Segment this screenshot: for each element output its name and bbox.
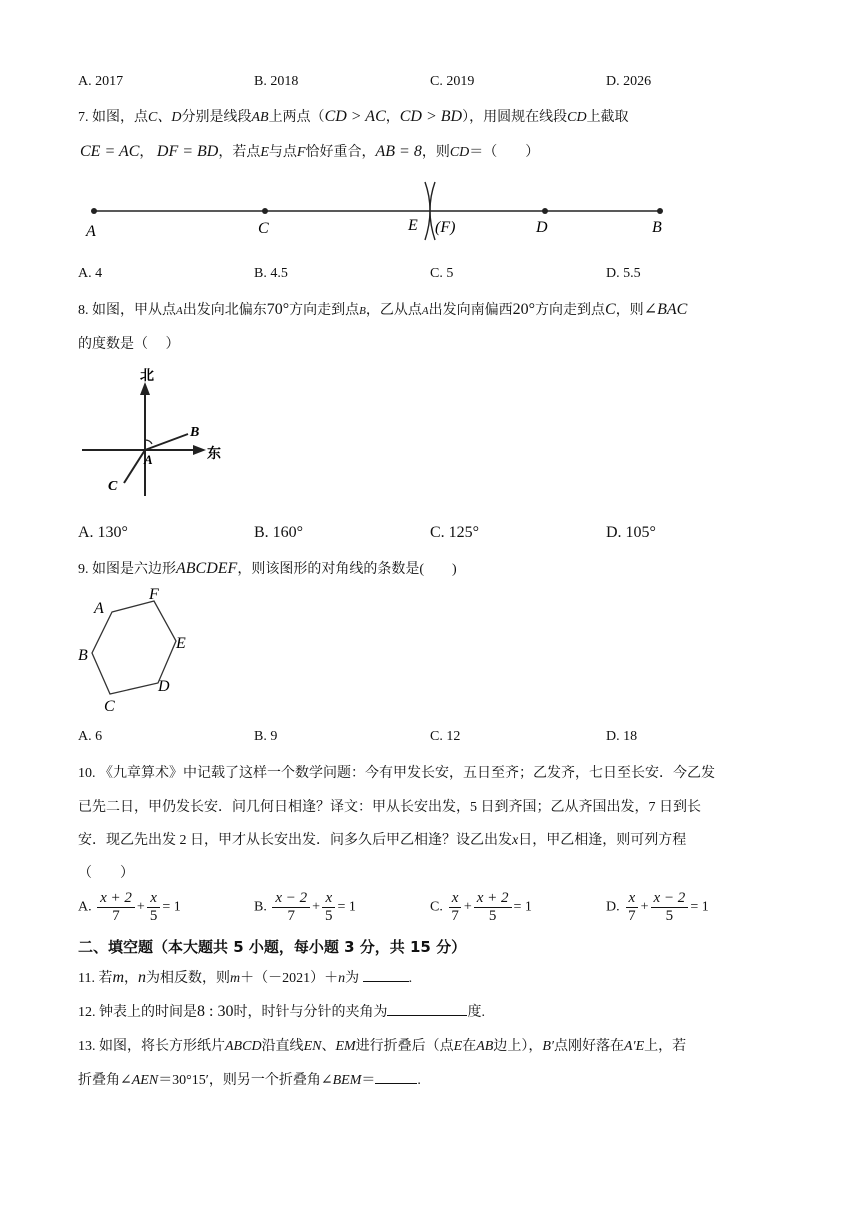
label-f: F — [149, 586, 159, 603]
q13-line-2: 折叠角∠AEN＝30°15′，则另一个折叠角∠BEM＝ . — [78, 1073, 421, 1088]
ray-ac — [124, 450, 145, 483]
q6-option-d: D. 2026 — [606, 74, 652, 89]
label-d: D — [158, 678, 170, 695]
q8-line-1: 8. 如图，甲从点A出发向北偏东70°方向走到点B，乙从点A出发向南偏西20°方向走到点C，则∠BAC — [78, 301, 688, 318]
label-c: C — [108, 479, 118, 494]
label-b: B — [78, 647, 88, 664]
east-arrow-icon — [193, 445, 206, 455]
angle-mark-70 — [145, 440, 152, 444]
q13-answer-blank[interactable] — [375, 1071, 417, 1084]
label-a: A — [144, 452, 153, 467]
q7-segment-figure — [80, 178, 680, 242]
label-b: B — [652, 219, 662, 236]
q10-option-d: D. $\frac{x}{7}$ + $\frac{x - 2}{5}$ = 1 — [606, 890, 709, 924]
q7-line-1: 7. 如图，点C、D分别是线段AB上两点（CD > AC，CD > BD），用圆规在线段CD上截取 — [78, 108, 629, 125]
q13-line-1: 13. 如图，将长方形纸片ABCD沿直线EN、EM进行折叠后（点E在AB边上），B′点刚好落在A′E上，若 — [78, 1039, 687, 1054]
label-e: E — [408, 217, 418, 234]
q10-option-c: C. $\frac{x}{7}$ + $\frac{x + 2}{5}$ = 1 — [430, 890, 532, 924]
label-f: (F) — [435, 219, 456, 236]
q12-answer-blank[interactable] — [387, 1003, 467, 1016]
q6-option-c: C. 2019 — [430, 74, 475, 89]
q8-option-c: C. 125° — [430, 524, 480, 541]
point-c-dot — [262, 208, 268, 214]
q7-line-2: CE = AC， DF = BD，若点E与点F恰好重合，AB = 8，则CD＝（ ） — [80, 143, 540, 160]
q10-line-1: 10. 《九章算术》中记载了这样一个数学问题：今有甲发长安，五日至齐；乙发齐，七日至长安．今乙发 — [78, 766, 715, 781]
q7-option-d: D. 5.5 — [606, 266, 641, 281]
q11-answer-blank[interactable] — [363, 969, 409, 982]
q7-option-a: A. 4 — [78, 266, 103, 281]
q9-option-c: C. 12 — [430, 729, 461, 744]
label-e: E — [176, 635, 186, 652]
label-c: C — [258, 220, 269, 237]
ray-ab — [145, 434, 188, 450]
q11-text: 11. 若m，n为相反数，则m＋（－2021）＋n为 . — [78, 969, 413, 986]
section-2-heading: 二、填空题（本大题共 5 小题，每小题 3 分，共 15 分） — [78, 938, 467, 956]
label-east: 东 — [207, 447, 221, 462]
q6-option-a: A. 2017 — [78, 74, 124, 89]
q7-option-c: C. 5 — [430, 266, 454, 281]
q9-option-d: D. 18 — [606, 729, 638, 744]
q9-option-a: A. 6 — [78, 729, 103, 744]
q10-line-2: 已先二日，甲仍发长安．问几何日相逢？译文：甲从长安出发，5 日到齐国；乙从齐国出发，7 日到长 — [78, 800, 701, 815]
q6-option-b: B. 2018 — [254, 74, 299, 89]
point-d-dot — [542, 208, 548, 214]
point-b-dot — [657, 208, 663, 214]
q10-option-a: A. $\frac{x + 2}{7}$ + $\frac{x}{5}$ = 1 — [78, 890, 181, 924]
label-a: A — [86, 223, 96, 240]
point-a-dot — [91, 208, 97, 214]
q7-option-b: B. 4.5 — [254, 266, 288, 281]
q12-text: 12. 钟表上的时间是8 : 30时，时针与分针的夹角为 度. — [78, 1003, 485, 1020]
label-north: 北 — [140, 369, 154, 384]
q8-option-b: B. 160° — [254, 524, 304, 541]
q10-option-b: B. $\frac{x - 2}{7}$ + $\frac{x}{5}$ = 1 — [254, 890, 356, 924]
q8-option-a: A. 130° — [78, 524, 128, 541]
q9-hexagon-figure — [76, 586, 196, 716]
q10-line-4: （ ） — [78, 866, 134, 881]
q8-option-d: D. 105° — [606, 524, 656, 541]
q9-option-b: B. 9 — [254, 729, 278, 744]
q8-line-2: 的度数是（ ） — [78, 337, 180, 352]
label-d: D — [536, 219, 548, 236]
q10-line-3: 安．现乙先出发 2 日，甲才从长安出发．问多久后甲乙相逢？设乙出发x日，甲乙相逢，则可列方程 — [78, 833, 687, 848]
q9-text: 9. 如图是六边形ABCDEF，则该图形的对角线的条数是( ) — [78, 560, 457, 577]
q8-direction-figure — [80, 368, 230, 503]
label-c: C — [104, 698, 115, 715]
label-b: B — [190, 425, 200, 440]
label-a: A — [94, 600, 104, 617]
